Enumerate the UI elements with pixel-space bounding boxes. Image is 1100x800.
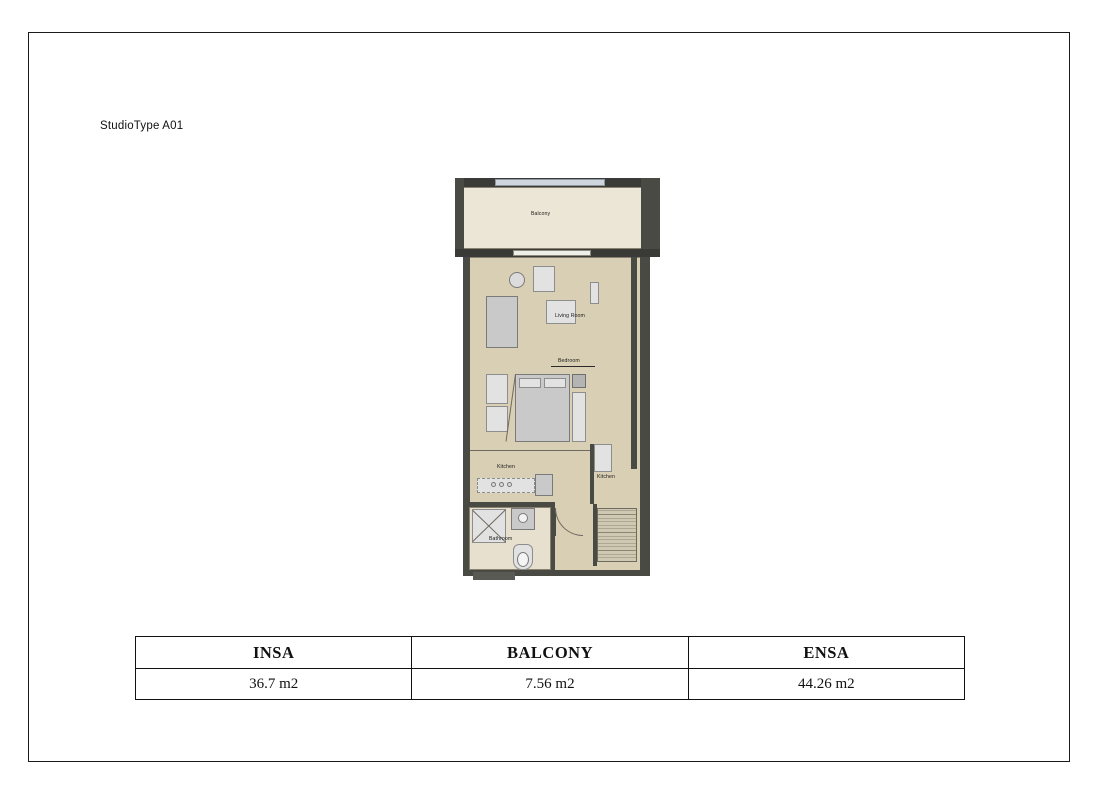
wall-unit-right	[640, 257, 650, 575]
value-balcony: 7.56 m2	[412, 669, 688, 700]
sliding-door-balcony	[513, 250, 591, 256]
sink	[535, 474, 553, 496]
wardrobe	[486, 374, 508, 404]
wall-unit-bottom-right	[555, 570, 650, 576]
pillow-right	[544, 378, 566, 388]
wc-bowl	[517, 552, 529, 567]
side-cabinet	[590, 282, 599, 304]
room-label-bedroom: Bedroom	[558, 358, 580, 364]
page-title: StudioType A01	[100, 120, 184, 132]
coffee-table	[546, 300, 576, 324]
pillow-left	[519, 378, 541, 388]
hob-burner-2	[499, 482, 504, 487]
room-label-kitchen: Kitchen	[497, 464, 516, 470]
leader-bedroom	[551, 366, 595, 367]
header-balcony: BALCONY	[412, 637, 688, 669]
nightstand	[572, 374, 586, 388]
room-label-balcony: Balcony	[531, 211, 551, 217]
area-table	[135, 636, 965, 700]
tv-console	[533, 266, 555, 292]
dresser	[486, 406, 508, 432]
table-row-headers	[136, 637, 965, 669]
balcony-slab	[463, 187, 651, 249]
hob-burner-1	[491, 482, 496, 487]
slab-bottom-step	[473, 572, 515, 580]
entry-hatch	[597, 508, 637, 562]
hob-burner-3	[507, 482, 512, 487]
kitchen-divider	[470, 450, 592, 451]
room-label-kitchen-right: Kitchen	[597, 474, 616, 480]
value-insa: 36.7 m2	[136, 669, 412, 700]
kitchen-tall-unit	[594, 444, 612, 472]
kitchen-counter	[477, 478, 535, 493]
wall-balcony-left	[455, 178, 464, 256]
wall-kitchen-partition	[590, 444, 594, 504]
bedside-shelf	[572, 392, 586, 442]
sofa	[486, 296, 518, 348]
table-round	[509, 272, 525, 288]
wall-balcony-right	[641, 178, 660, 256]
room-label-living: Living Room	[555, 313, 585, 319]
wall-shaft-right	[631, 257, 637, 469]
table-row-values	[136, 669, 965, 700]
balcony-rail	[495, 179, 605, 186]
header-ensa: ENSA	[688, 637, 964, 669]
wall-entry-left	[593, 504, 597, 566]
room-label-bathroom: Bathroom	[489, 536, 513, 542]
floor-plan	[455, 178, 660, 593]
header-insa: INSA	[136, 637, 412, 669]
value-ensa: 44.26 m2	[688, 669, 964, 700]
basin-bowl	[518, 513, 528, 523]
